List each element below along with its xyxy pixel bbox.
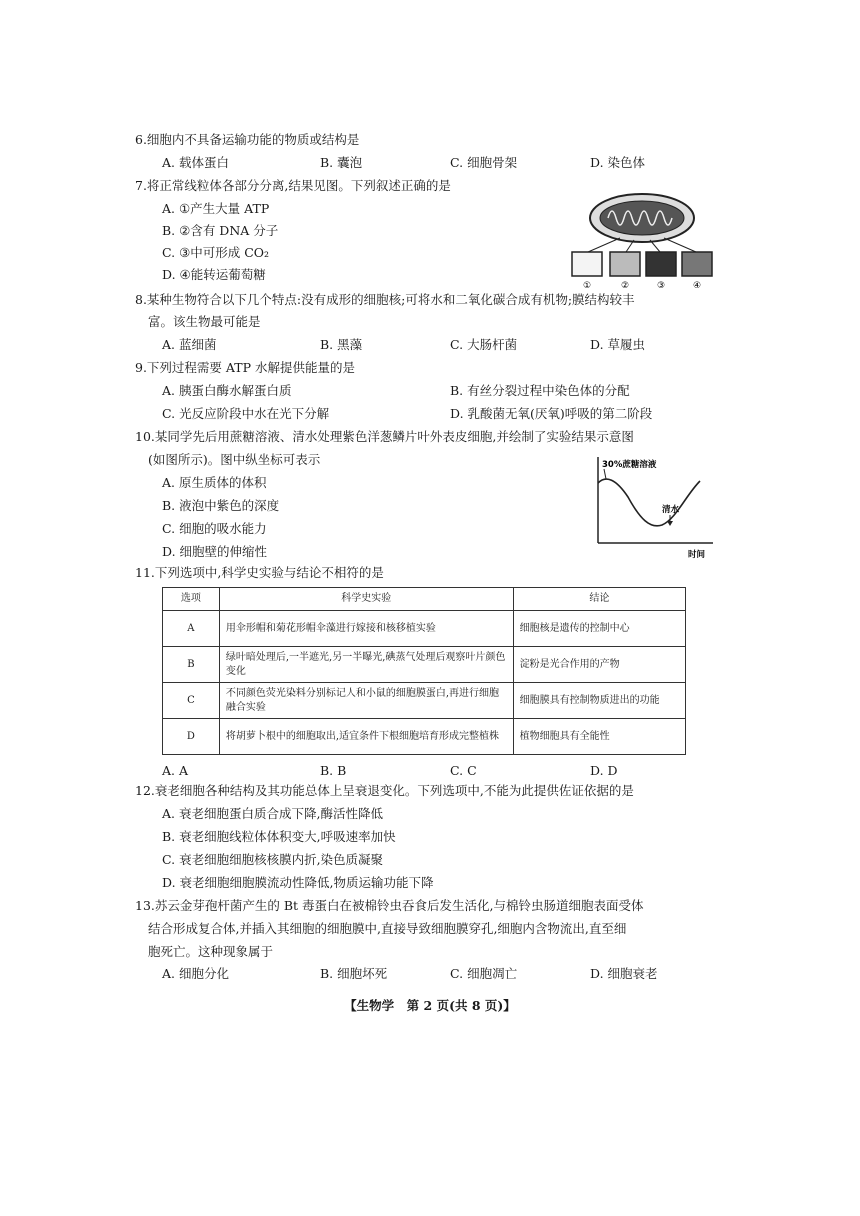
table-row (163, 611, 686, 647)
figure-label-1: ① (582, 281, 592, 290)
table-header-conclusion: 结论 (513, 588, 685, 611)
table-row (163, 683, 686, 719)
volume-time-graph (588, 455, 718, 560)
question-6-option-d: D. 染色体 (590, 155, 646, 170)
question-8-stem-line1: 8.某种生物符合以下几个特点:没有成形的细胞核;可将水和二氧化碳合成有机物;膜结构较丰 (135, 292, 635, 307)
question-13-stem-line1: 13.苏云金芽孢杆菌产生的 Bt 毒蛋白在被棉铃虫吞食后发生活化,与棉铃虫肠道细胞表面受体 (135, 898, 644, 913)
question-10-option-b: B. 液泡中紫色的深度 (162, 498, 280, 513)
question-9-option-c: C. 光反应阶段中水在光下分解 (162, 406, 330, 421)
table-cell-experiment: 绿叶暗处理后,一半遮光,另一半曝光,碘蒸气处理后观察叶片颜色变化 (219, 647, 513, 683)
table-cell-conclusion: 植物细胞具有全能性 (513, 719, 685, 755)
question-12-stem: 12.衰老细胞各种结构及其功能总体上呈衰退变化。下列选项中,不能为此提供佐证依据的是 (135, 783, 634, 798)
question-11-option-d: D. D (590, 763, 618, 778)
table-row (163, 719, 686, 755)
question-12-option-d: D. 衰老细胞细胞膜流动性降低,物质运输功能下降 (162, 875, 434, 890)
question-8-option-c: C. 大肠杆菌 (450, 337, 518, 352)
table-cell-conclusion: 细胞膜具有控制物质进出的功能 (513, 683, 685, 719)
graph-label-sucrose: 30%蔗糖溶液 (602, 460, 657, 470)
question-7-option-b: B. ②含有 DNA 分子 (162, 223, 279, 238)
table-cell-option: D (163, 719, 220, 755)
question-6-option-b: B. 囊泡 (320, 155, 363, 170)
table-cell-experiment: 将胡萝卜根中的细胞取出,适宜条件下根细胞培育形成完整植株 (219, 719, 513, 755)
question-11-option-c: C. C (450, 763, 477, 778)
table-header-experiment: 科学史实验 (219, 588, 513, 611)
question-7-option-a: A. ①产生大量 ATP (162, 201, 270, 216)
question-9-stem: 9.下列过程需要 ATP 水解提供能量的是 (135, 360, 355, 375)
question-9-option-d: D. 乳酸菌无氧(厌氧)呼吸的第二阶段 (450, 406, 653, 421)
question-8-option-d: D. 草履虫 (590, 337, 646, 352)
question-6-option-c: C. 细胞骨架 (450, 155, 518, 170)
question-7-option-c: C. ③中可形成 CO₂ (162, 245, 270, 260)
table-cell-experiment: 用伞形帽和菊花形帽伞藻进行嫁接和核移植实验 (219, 611, 513, 647)
question-9-option-b: B. 有丝分裂过程中染色体的分配 (450, 383, 630, 398)
table-cell-option: A (163, 611, 220, 647)
question-11-stem: 11.下列选项中,科学史实验与结论不相符的是 (135, 565, 384, 580)
mitochondria-figure (560, 190, 720, 290)
question-13-stem-line3: 胞死亡。这种现象属于 (148, 944, 274, 959)
question-12-option-b: B. 衰老细胞线粒体体积变大,呼吸速率加快 (162, 829, 396, 844)
science-history-table (162, 587, 686, 755)
table-cell-conclusion: 淀粉是光合作用的产物 (513, 647, 685, 683)
question-12-option-c: C. 衰老细胞细胞核核膜内折,染色质凝聚 (162, 852, 384, 867)
page-footer: 【生物学 第 2 页(共 8 页)】 (344, 998, 516, 1013)
question-10-stem-line2: (如图所示)。图中纵坐标可表示 (148, 452, 321, 467)
question-11-option-a: A. A (162, 763, 189, 778)
question-12-option-a: A. 衰老细胞蛋白质合成下降,酶活性降低 (162, 806, 383, 821)
question-13-stem-line2: 结合形成复合体,并插入其细胞的细胞膜中,直接导致细胞膜穿孔,细胞内含物流出,直至细 (148, 921, 627, 936)
question-10-option-d: D. 细胞壁的伸缩性 (162, 544, 268, 559)
question-10-stem-line1: 10.某同学先后用蔗糖溶液、清水处理紫色洋葱鳞片叶外表皮细胞,并绘制了实验结果示意图 (135, 429, 634, 444)
figure-label-2: ② (620, 281, 630, 290)
question-6-option-a: A. 载体蛋白 (162, 155, 229, 170)
table-cell-option: C (163, 683, 220, 719)
question-13-option-d: D. 细胞衰老 (590, 966, 658, 981)
question-8-stem-line2: 富。该生物最可能是 (148, 314, 261, 329)
question-11-option-b: B. B (320, 763, 347, 778)
question-6-stem: 6.细胞内不具备运输功能的物质或结构是 (135, 132, 360, 147)
question-8-option-b: B. 黑藻 (320, 337, 363, 352)
question-13-option-c: C. 细胞凋亡 (450, 966, 518, 981)
table-header-option: 选项 (163, 588, 220, 611)
graph-xlabel: 时间 (688, 550, 706, 560)
question-7-stem: 7.将正常线粒体各部分分离,结果见图。下列叙述正确的是 (135, 178, 451, 193)
question-13-option-b: B. 细胞坏死 (320, 966, 388, 981)
question-8-option-a: A. 蓝细菌 (162, 337, 217, 352)
question-9-option-a: A. 胰蛋白酶水解蛋白质 (162, 383, 292, 398)
table-cell-option: B (163, 647, 220, 683)
question-13-option-a: A. 细胞分化 (162, 966, 229, 981)
question-7-option-d: D. ④能转运葡萄糖 (162, 267, 266, 282)
graph-label-water: 清水 (662, 505, 680, 515)
table-header-row (163, 588, 686, 611)
question-10-option-a: A. 原生质体的体积 (162, 475, 267, 490)
table-cell-conclusion: 细胞核是遗传的控制中心 (513, 611, 685, 647)
figure-label-4: ④ (692, 281, 702, 290)
table-cell-experiment: 不同颜色荧光染料分别标记人和小鼠的细胞膜蛋白,再进行细胞融合实验 (219, 683, 513, 719)
figure-label-3: ③ (656, 281, 666, 290)
table-row (163, 647, 686, 683)
question-10-option-c: C. 细胞的吸水能力 (162, 521, 267, 536)
